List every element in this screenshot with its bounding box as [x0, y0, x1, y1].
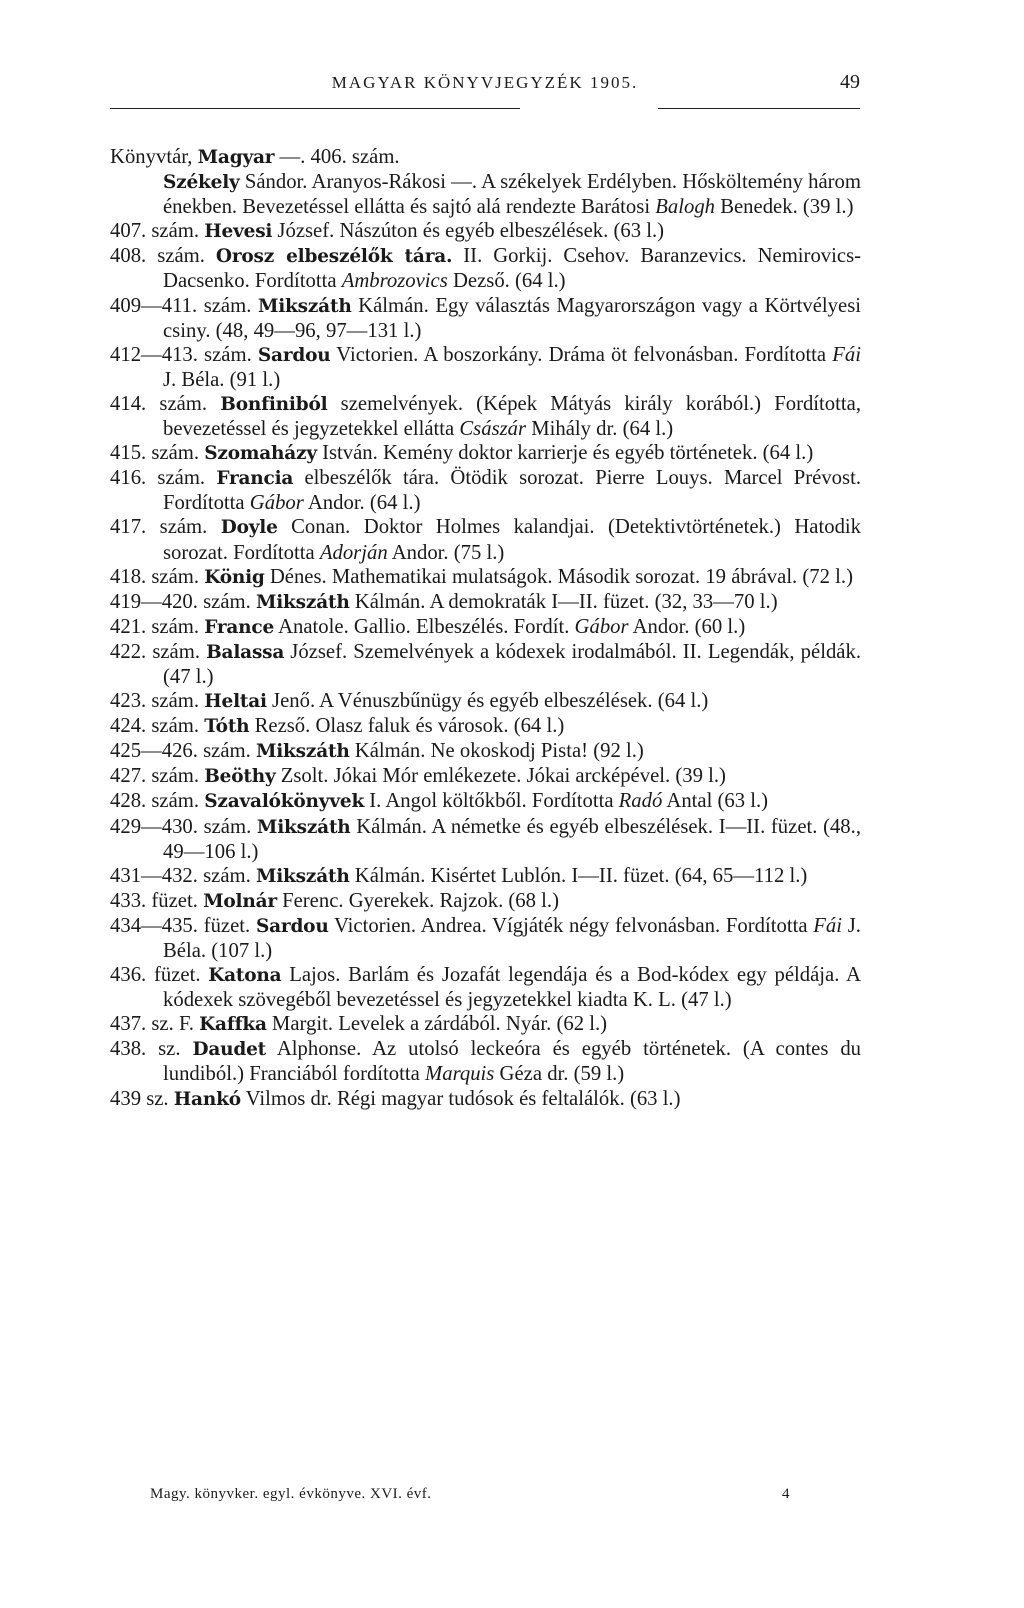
catalog-entry: [110, 815, 861, 864]
entry-number: 439 sz.: [110, 1087, 174, 1110]
entry-author: Orosz elbeszélők tára.: [215, 246, 453, 268]
entry-text: —. 406. szám.: [274, 146, 400, 168]
entry-translator: Balogh: [655, 196, 716, 219]
entry-number: 407. szám.: [110, 220, 205, 243]
entry-author: Mikszáth: [255, 741, 350, 763]
entry-number: 436. füzet.: [110, 964, 209, 987]
entry-number: 438. sz.: [110, 1038, 193, 1061]
entry-number: 416. szám.: [110, 467, 217, 490]
catalog-entry: [110, 590, 861, 615]
entry-text: József. Szemelvények a kódexek irodalmából. II. Legendák, példák. (47 l.): [163, 640, 861, 688]
entry-number: 434—435. füzet.: [110, 914, 256, 937]
catalog-entry: [110, 441, 861, 466]
entry-text: Vilmos dr. Régi magyar tudósok és feltalálók. (63 l.): [240, 1087, 681, 1110]
entry-number: 412—413. szám.: [110, 343, 258, 366]
entry-number: 433. füzet.: [110, 889, 204, 912]
entry-author: Sardou: [257, 344, 331, 366]
entry-number: 409—411. szám.: [110, 294, 258, 317]
entry-text-end: Andor. (75 l.): [387, 541, 505, 564]
entry-text: Rezső. Olasz faluk és városok. (64 l.): [249, 715, 565, 738]
entry-text: Lajos. Barlám és Jozafát legendája és a Bod-kódex egy példája. A kódexek szövegéből bevezetéssel és jegyzetekkel kiadta K. L. (47 l.): [163, 964, 861, 1012]
entry-text: Margit. Levelek a zárdából. Nyár. (62 l.): [266, 1013, 608, 1036]
entry-author: Doyle: [220, 517, 278, 539]
entry-number: 425—426. szám.: [110, 740, 256, 763]
sheet-signature: 4: [782, 1486, 790, 1502]
entry-text: szemelvények. (Képek Mátyás király korából.) Fordította, bevezetéssel és jegyzetekkel ellátta: [163, 392, 861, 441]
catalog-entry: [110, 343, 861, 392]
entry-text: Victorien. Andrea. Vígjáték négy felvonásban. Fordította: [328, 914, 814, 937]
entry-author: Székely: [163, 172, 240, 194]
entry-number: 414. szám.: [110, 392, 221, 415]
entry-author: Daudet: [192, 1039, 267, 1061]
entry-author: Beöthy: [204, 766, 276, 788]
entry-text: Kálmán. Ne okoskodj Pista! (92 l.): [349, 740, 644, 763]
entry-text: Kálmán. A németke és egyéb elbeszélések. I—II. füzet. (48., 49—106 l.): [163, 815, 861, 863]
entry-text: Alphonse. Az utolsó leckeóra és egyéb történetek. (A contes du lundiból.) Franciából fordította: [163, 1038, 862, 1086]
catalog-entry: [110, 714, 861, 739]
entry-text-end: Géza dr. (59 l.): [494, 1063, 625, 1086]
entry-text-end: J. Béla. (91 l.): [163, 368, 281, 391]
entry-author: Magyar: [197, 147, 275, 168]
entry-translator: Fái: [813, 914, 842, 937]
entry-number: 421. szám.: [110, 615, 205, 638]
entry-number: 424. szám.: [110, 715, 205, 738]
catalog-entry: [110, 170, 861, 219]
header-rule-left: [110, 108, 520, 109]
entry-translator: Gábor: [574, 615, 629, 638]
header-rule-right: [658, 108, 860, 109]
entry-author: Szomaházy: [204, 443, 317, 465]
catalog-entry: [110, 789, 861, 814]
entry-author: König: [204, 566, 265, 588]
entry-author: Kaffka: [199, 1014, 267, 1036]
catalog-entry: [110, 392, 861, 441]
catalog-entry: [110, 515, 861, 564]
entry-text: Zsolt. Jókai Mór emlékezete. Jókai arcképével. (39 l.): [275, 765, 726, 788]
entry-text: Anatole. Gallio. Elbeszélés. Fordít.: [274, 615, 575, 638]
entry-author: Mikszáth: [256, 816, 351, 838]
catalog-entry: [110, 466, 861, 515]
catalog-entry: [110, 640, 861, 689]
catalog-entry: [110, 914, 861, 963]
catalog-entry: [110, 145, 861, 170]
catalog-entry: [110, 864, 861, 889]
catalog-entry: [110, 1012, 861, 1037]
entry-author: Molnár: [203, 890, 277, 912]
entry-number: 427. szám.: [110, 765, 205, 788]
entry-number: 408. szám.: [110, 245, 216, 268]
catalog-entry: [110, 244, 861, 293]
entry-author: Szavalókönyvek: [204, 791, 365, 813]
catalog-entry: [110, 294, 861, 343]
entry-author: Mikszáth: [255, 591, 350, 613]
running-head: MAGYAR KÖNYVJEGYZÉK 1905.: [331, 73, 639, 92]
catalog-entry: [110, 219, 861, 244]
entry-text: II. Gorkij. Csehov. Baranzevics. Nemirovics-Dacsenko. Fordította: [163, 245, 862, 293]
entry-text-end: J. Béla. (107 l.): [163, 914, 861, 962]
catalog-entry: [110, 889, 861, 914]
entry-translator: Ambrozovics: [341, 270, 448, 293]
entry-author: Heltai: [204, 691, 267, 713]
entry-lead: Könyvtár,: [110, 146, 198, 168]
entry-number: 418. szám.: [110, 565, 205, 588]
entry-text-end: Andor. (64 l.): [303, 492, 421, 515]
entry-author: Sardou: [255, 915, 329, 937]
entry-text-end: Benedek. (39 l.): [715, 196, 854, 219]
entry-text: elbeszélők tára. Ötödik sorozat. Pierre Louys. Marcel Prévost. Fordította: [163, 467, 861, 515]
entry-text: Sándor. Aranyos-Rákosi —. A székelyek Erdélyben. Hősköltemény három énekben. Bevezetéssel ellátta és sajtó alá rendezte Barátosi: [163, 171, 861, 219]
catalog-entry: [110, 615, 861, 640]
entry-translator: Császár: [459, 418, 527, 441]
catalog-entry: [110, 1087, 861, 1112]
entry-translator: Adorján: [319, 541, 388, 564]
page-footer: [150, 1486, 790, 1503]
entry-number: 428. szám.: [110, 790, 205, 813]
entry-translator: Gábor: [249, 492, 304, 515]
entry-number: 417. szám.: [110, 516, 221, 539]
entry-text-end: Andor. (60 l.): [628, 615, 746, 638]
entry-number: 423. szám.: [110, 690, 205, 713]
entry-text: Jenő. A Vénuszbűnügy és egyéb elbeszélések. (64 l.): [266, 690, 709, 713]
entry-text: Conan. Doktor Holmes kalandjai. (Detektivtörténetek.) Hatodik sorozat. Fordította: [163, 516, 861, 564]
footer-text: Magy. könyvker. egyl. évkönyve. XVI. évf.: [150, 1486, 432, 1502]
entry-number: 422. szám.: [110, 640, 207, 663]
entry-author: France: [204, 616, 275, 638]
entry-text: István. Kemény doktor karrierje és egyéb történetek. (64 l.): [316, 442, 814, 465]
entry-text: Kálmán. Kisértet Lublón. I—II. füzet. (64, 65—112 l.): [349, 864, 808, 887]
catalog-entry: [110, 739, 861, 764]
entry-author: Mikszáth: [255, 865, 350, 887]
entry-author: Tóth: [204, 716, 250, 738]
entry-translator: Fái: [832, 343, 861, 366]
entry-number: 419—420. szám.: [110, 590, 256, 613]
entry-number: 415. szám.: [110, 442, 205, 465]
entry-author: Bonfiniból: [220, 393, 328, 415]
catalog-entry: [110, 689, 861, 714]
catalog-entry: [110, 764, 861, 789]
entry-author: Katona: [208, 965, 282, 987]
entry-author: Hankó: [173, 1088, 241, 1110]
entry-translator: Radó: [618, 790, 663, 813]
catalog-entries: [110, 145, 861, 1112]
entry-author: Hevesi: [204, 221, 273, 243]
entry-text: I. Angol költőkből. Fordította: [364, 790, 619, 813]
entry-text: Ferenc. Gyerekek. Rajzok. (68 l.): [276, 889, 559, 912]
entry-author: Francia: [216, 468, 294, 490]
catalog-entry: [110, 565, 861, 590]
entry-text-end: Dezső. (64 l.): [447, 270, 566, 293]
entry-text: Kálmán. Egy választás Magyarországon vagy a Körtvélyesi csiny. (48, 49—96, 97—131 l.): [163, 294, 861, 342]
catalog-entry: [110, 963, 861, 1012]
entry-text-end: Antal (63 l.): [662, 790, 769, 813]
entry-number: 437. sz. F.: [110, 1013, 200, 1036]
entry-author: Balassa: [206, 641, 285, 663]
entry-text: Dénes. Mathematikai mulatságok. Második sorozat. 19 ábrával. (72 l.): [264, 565, 853, 588]
entry-number: 429—430. szám.: [110, 815, 257, 838]
entry-text-end: Mihály dr. (64 l.): [526, 418, 674, 441]
entry-author: Mikszáth: [257, 295, 352, 317]
page-number: 49: [840, 71, 860, 93]
entry-number: 431—432. szám.: [110, 864, 256, 887]
entry-text: Kálmán. A demokraták I—II. füzet. (32, 33—70 l.): [349, 590, 778, 613]
entry-text: József. Nászúton és egyéb elbeszélések. (63 l.): [272, 220, 665, 243]
running-header: [110, 73, 860, 107]
entry-text: Victorien. A boszorkány. Dráma öt felvonásban. Fordította: [330, 343, 833, 366]
entry-translator: Marquis: [425, 1063, 495, 1086]
catalog-entry: [110, 1037, 861, 1086]
